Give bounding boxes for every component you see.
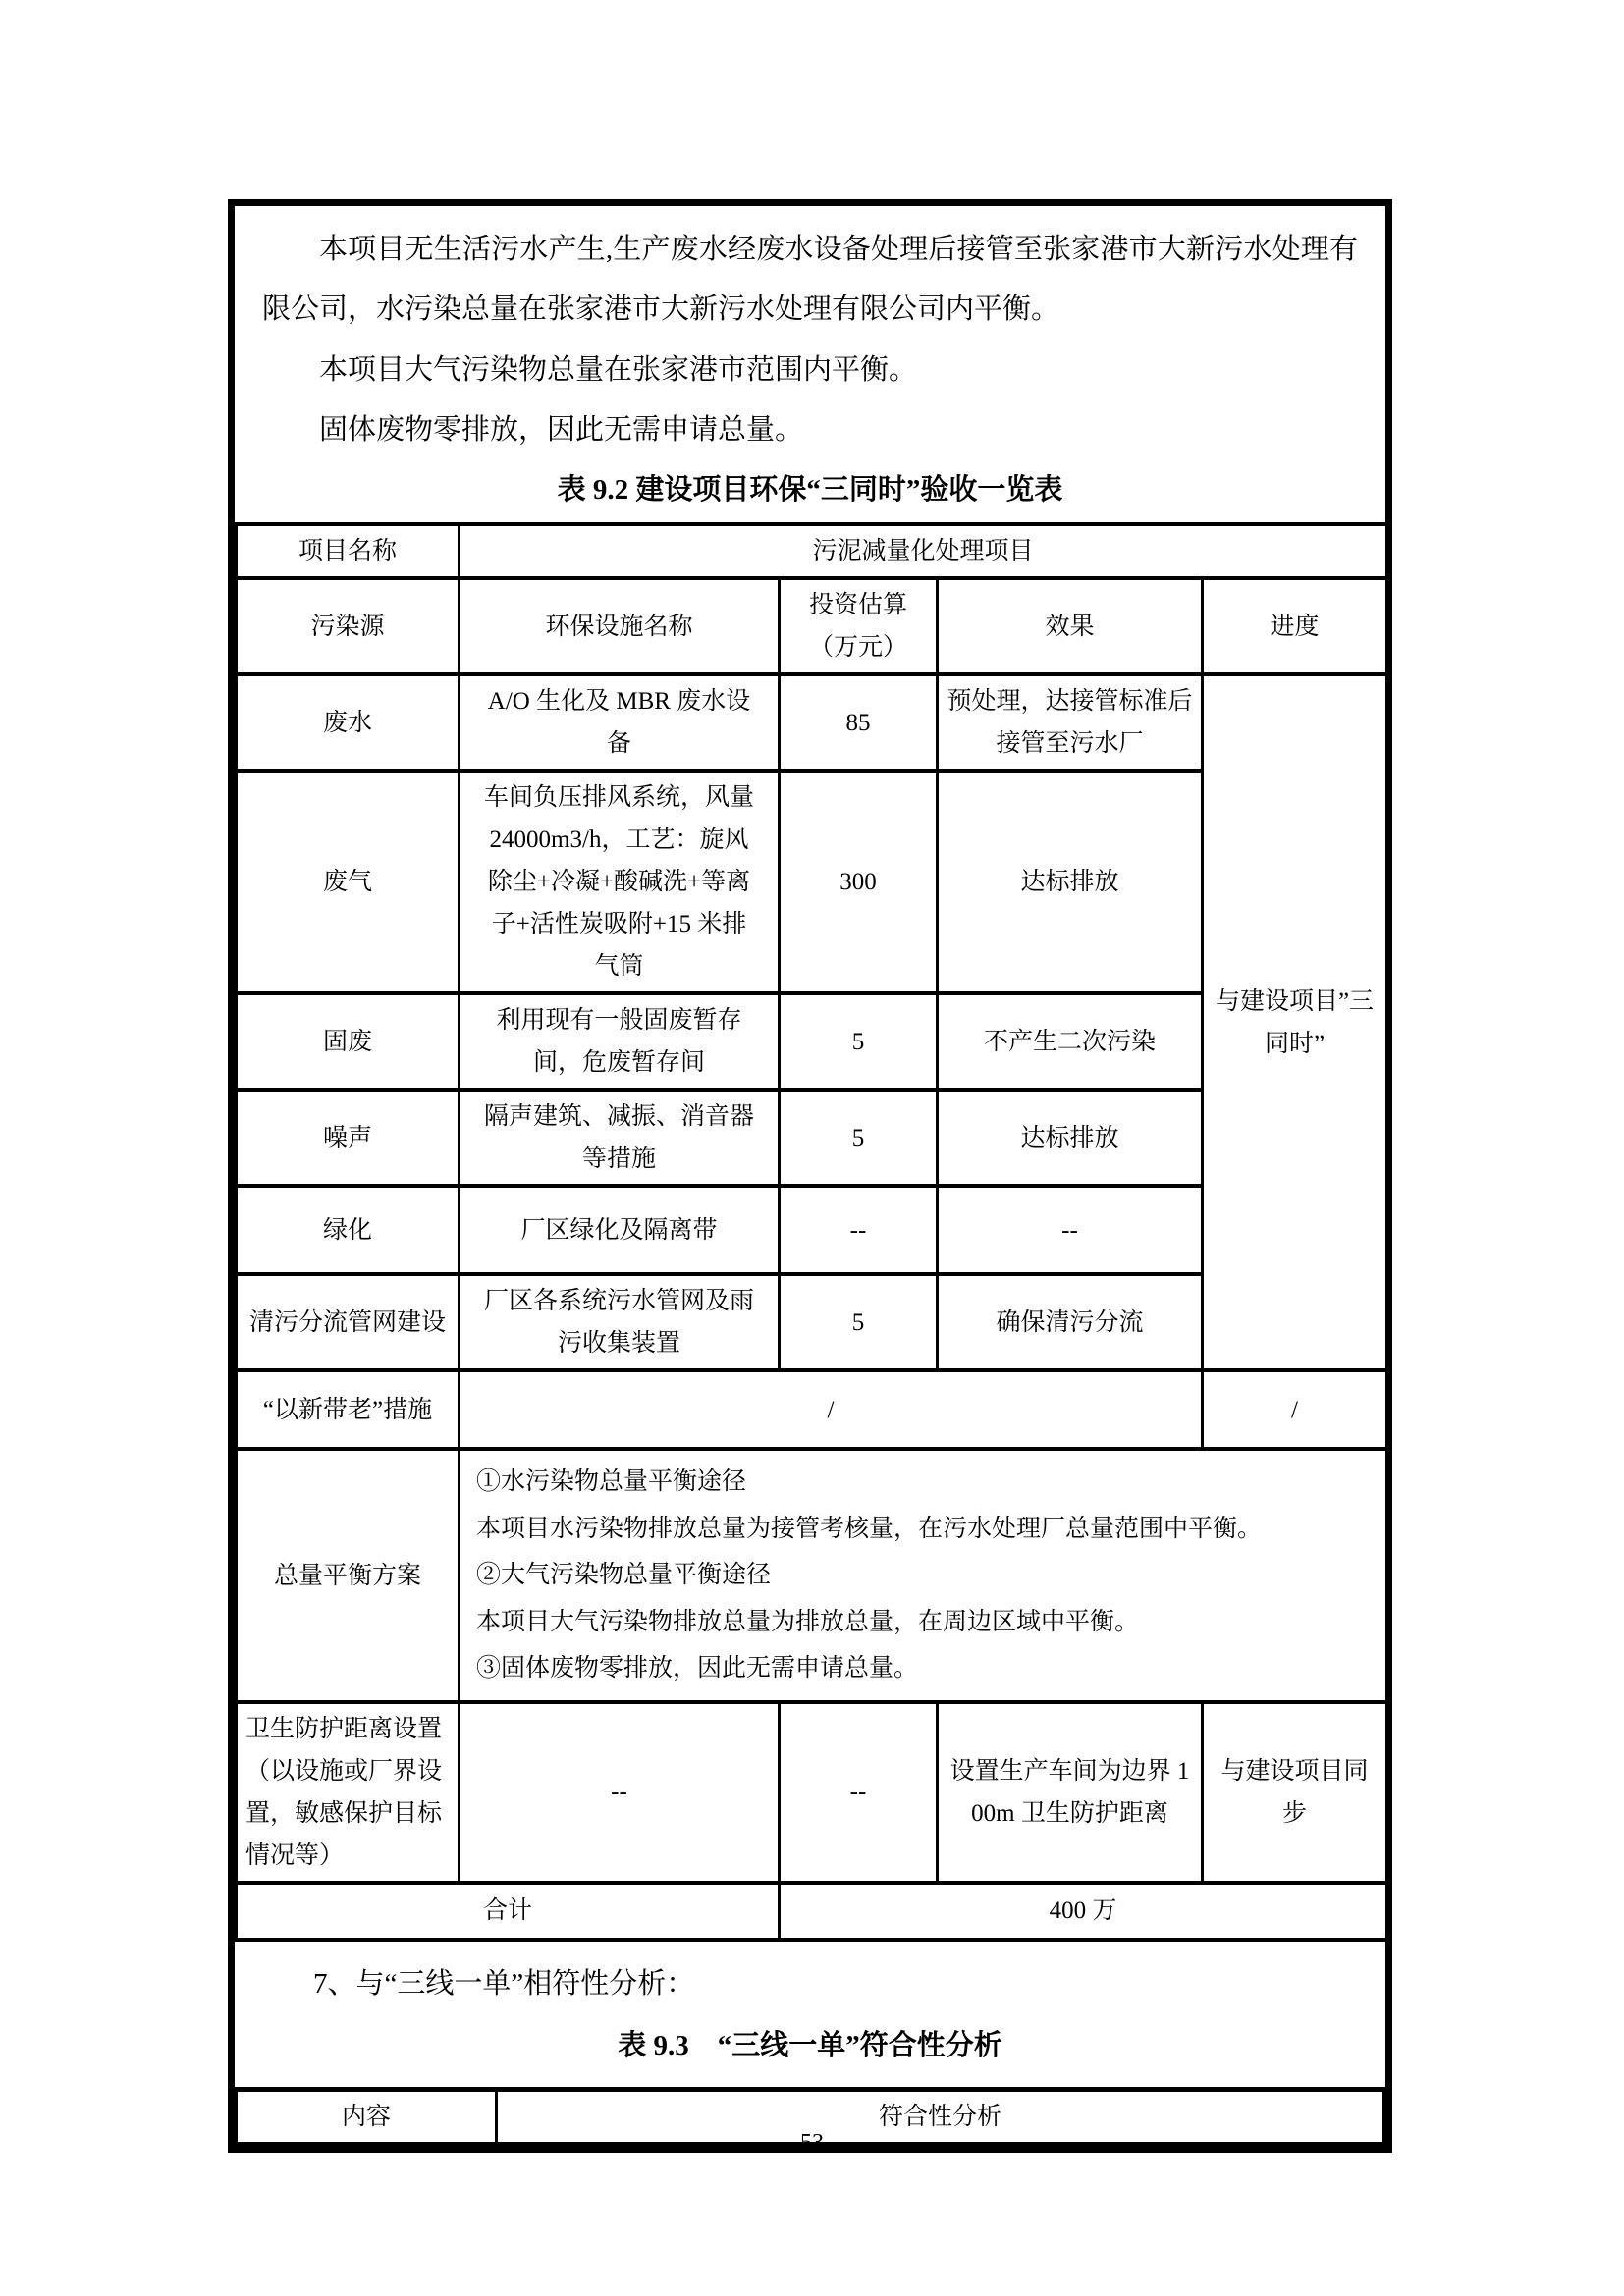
header-investment-line1: 投资估算 (808, 592, 907, 619)
intro-paragraph-3: 固体废物零排放，因此无需申请总量。 (319, 414, 804, 447)
intro-paragraph-2: 本项目大气污染物总量在张家港市范围内平衡。 (319, 353, 918, 386)
table-9-3-title: 表 9.3 “三线一单”符合性分析 (618, 2029, 1002, 2061)
table-row (237, 1883, 1387, 1940)
source-cell: 清污分流管网建设 (237, 1274, 460, 1370)
document-frame (228, 199, 1392, 2153)
hygiene-facility: -- (460, 1702, 780, 1883)
total-value: 400 万 (780, 1883, 1387, 1940)
balance-line-1: ①水污染物总量平衡途径 (476, 1468, 747, 1496)
project-name-value: 污泥减量化处理项目 (460, 524, 1387, 578)
analysis-header: 符合性分析 (497, 2089, 1384, 2144)
content-header: 内容 (237, 2089, 497, 2144)
header-effect: 效果 (938, 578, 1203, 674)
investment-cell: -- (780, 1186, 938, 1274)
balance-content (460, 1449, 1387, 1702)
header-source: 污染源 (237, 578, 460, 674)
source-cell: 废气 (237, 771, 460, 993)
table-row (237, 524, 1387, 578)
investment-cell: 300 (780, 771, 938, 993)
table-9-2-title: 表 9.2 建设项目环保“三同时”验收一览表 (557, 473, 1063, 506)
project-name-label: 项目名称 (237, 524, 460, 578)
balance-line-3: ②大气污染物总量平衡途径 (476, 1562, 772, 1589)
table-row (237, 1702, 1387, 1883)
hygiene-label: 卫生防护距离设置（以设施或厂界设置，敏感保护目标情况等） (237, 1702, 460, 1883)
facility-cell: A/O 生化及 MBR 废水设备 (460, 674, 780, 771)
effect-cell: 达标排放 (938, 771, 1203, 993)
balance-line-2: 本项目水污染物排放总量为接管考核量，在污水处理厂总量范围中平衡。 (476, 1515, 1263, 1542)
table-row (237, 1449, 1387, 1702)
header-investment (780, 578, 938, 674)
investment-cell: 5 (780, 993, 938, 1090)
header-investment-line2: （万元） (808, 634, 907, 662)
effect-cell: 达标排放 (938, 1090, 1203, 1186)
table-row (237, 674, 1387, 771)
source-cell: 废水 (237, 674, 460, 771)
hygiene-progress: 与建设项目同步 (1203, 1702, 1387, 1883)
source-cell: 固废 (237, 993, 460, 1090)
source-cell: 噪声 (237, 1090, 460, 1186)
table-row (237, 578, 1387, 674)
investment-cell: 5 (780, 1090, 938, 1186)
header-progress: 进度 (1203, 578, 1387, 674)
investment-cell: 85 (780, 674, 938, 771)
effect-cell: 预处理，达接管标准后接管至污水厂 (938, 674, 1203, 771)
facility-cell: 隔声建筑、减振、消音器等措施 (460, 1090, 780, 1186)
effect-cell: 确保清污分流 (938, 1274, 1203, 1370)
section-7 (235, 1942, 1385, 2087)
hygiene-investment: -- (780, 1702, 938, 1883)
facility-cell: 车间负压排风系统，风量 24000m3/h，工艺：旋风除尘+冷凝+酸碱洗+等离子+活性炭吸附+15 米排气筒 (460, 771, 780, 993)
total-label: 合计 (237, 1883, 780, 1940)
page-number: 53 (800, 2130, 824, 2156)
facility-cell: 厂区绿化及隔离带 (460, 1186, 780, 1274)
header-facility: 环保设施名称 (460, 578, 780, 674)
facility-cell: 利用现有一般固废暂存间，危废暂存间 (460, 993, 780, 1090)
old-with-new-progress: / (1203, 1370, 1387, 1449)
balance-line-5: ③固体废物零排放，因此无需申请总量。 (476, 1655, 919, 1682)
section-7-heading: 7、与“三线一单”相符性分析： (313, 1967, 695, 2000)
investment-cell: 5 (780, 1274, 938, 1370)
progress-merged-cell: 与建设项目”三同时” (1203, 674, 1387, 1370)
old-with-new-value: / (460, 1370, 1203, 1449)
effect-cell: -- (938, 1186, 1203, 1274)
balance-label: 总量平衡方案 (237, 1449, 460, 1702)
source-cell: 绿化 (237, 1186, 460, 1274)
table-9-2 (235, 522, 1388, 1942)
balance-line-4: 本项目大气污染物排放总量为排放总量，在周边区域中平衡。 (476, 1608, 1140, 1635)
intro-paragraph-1: 本项目无生活污水产生,生产废水经废水设备处理后接管至张家港市大新污水处理有限公司，水污染总量在张家港市大新污水处理有限公司内平衡。 (262, 234, 1358, 326)
facility-cell: 厂区各系统污水管网及雨污收集装置 (460, 1274, 780, 1370)
effect-cell: 不产生二次污染 (938, 993, 1203, 1090)
intro-paragraphs (235, 206, 1385, 512)
table-row (237, 1370, 1387, 1449)
hygiene-effect: 设置生产车间为边界 100m 卫生防护距离 (938, 1702, 1203, 1883)
old-with-new-label: “以新带老”措施 (237, 1370, 460, 1449)
